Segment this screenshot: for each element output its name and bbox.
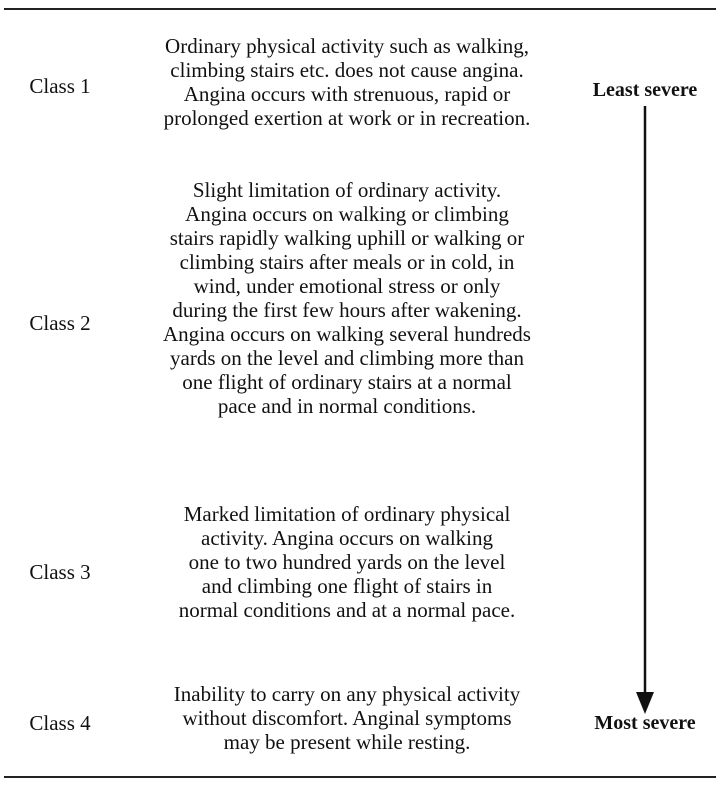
class-4-label: Class 4 <box>29 711 91 735</box>
class-1-label: Class 1 <box>29 74 91 98</box>
bottom-rule <box>4 776 716 778</box>
description-line: activity. Angina occurs on walking <box>201 526 493 550</box>
class-1-description <box>118 34 576 130</box>
description-line: Inability to carry on any physical activity <box>173 682 521 706</box>
description-line: without discomfort. Anginal symptoms <box>182 706 512 730</box>
description-line: and climbing one flight of stairs in <box>201 574 493 598</box>
severity-arrow-icon <box>630 106 660 716</box>
class-3-description <box>118 502 576 622</box>
description-line: wind, under emotional stress or only <box>193 274 501 298</box>
description-line: climbing stairs etc. does not cause angina. <box>170 58 524 82</box>
description-line: Marked limitation of ordinary physical <box>183 502 511 526</box>
class-2-description <box>118 178 576 418</box>
top-rule <box>4 8 716 10</box>
description-line: during the first few hours after wakening. <box>172 298 522 322</box>
description-line: Angina occurs on walking several hundreds <box>163 322 531 346</box>
class-3-label: Class 3 <box>29 560 91 584</box>
description-line: Angina occurs on walking or climbing <box>185 202 509 226</box>
description-line: prolonged exertion at work or in recreation. <box>163 106 531 130</box>
description-line: pace and in normal conditions. <box>217 394 477 418</box>
description-line: stairs rapidly walking uphill or walking or <box>169 226 525 250</box>
class-2-label: Class 2 <box>29 311 91 335</box>
description-line: Slight limitation of ordinary activity. <box>192 178 502 202</box>
description-line: one to two hundred yards on the level <box>188 550 506 574</box>
description-line: may be present while resting. <box>223 730 471 754</box>
class-4-description <box>118 682 576 754</box>
most-severe-label: Most severe <box>594 712 696 734</box>
least-severe-label: Least severe <box>592 79 698 101</box>
description-line: one flight of ordinary stairs at a normal <box>182 370 512 394</box>
description-line: yards on the level and climbing more than <box>170 346 524 370</box>
description-line: Angina occurs with strenuous, rapid or <box>183 82 511 106</box>
description-line: normal conditions and at a normal pace. <box>178 598 516 622</box>
description-line: climbing stairs after meals or in cold, in <box>179 250 515 274</box>
description-line: Ordinary physical activity such as walking, <box>165 34 529 58</box>
